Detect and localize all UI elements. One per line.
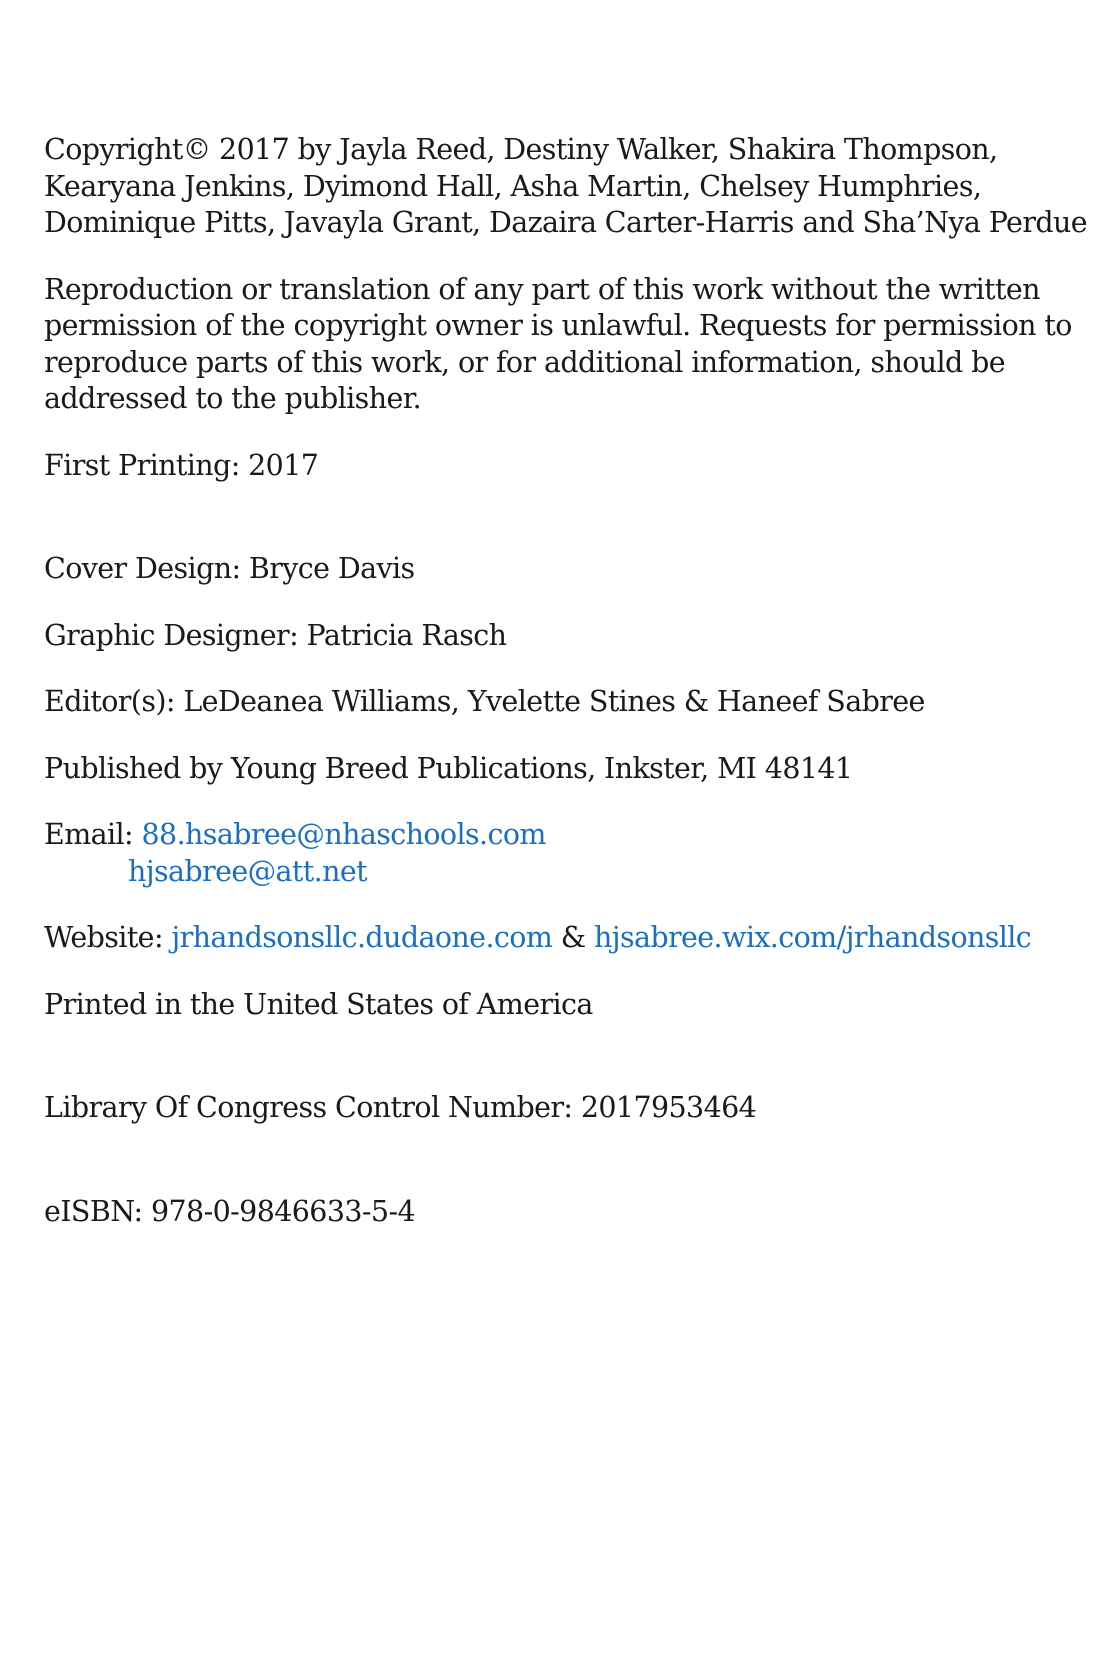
publisher: Published by Young Breed Publications, Inkster, MI 48141 [44,751,853,785]
email-line [44,817,1084,854]
copyright-line: Kearyana Jenkins, Dyimond Hall, Asha Martin, Chelsey Humphries, [44,169,982,203]
website-link-2[interactable]: hjsabree.wix.com/jrhandsonsllc [593,921,1032,954]
copyright-page [44,132,1088,1230]
notice-line: permission of the copyright owner is unlawful. Requests for permission to [44,309,1072,342]
copyright-line: Copyright© 2017 by Jayla Reed, Destiny Walker, Shakira Thompson, [44,133,998,166]
email-link-2[interactable]: hjsabree@att.net [128,854,367,888]
website-separator: & [552,921,594,954]
website-line [44,920,1084,957]
graphic-designer: Graphic Designer: Patricia Rasch [44,618,507,652]
rights-notice [44,272,1084,418]
editors: Editor(s): LeDeanea Williams, Yvelette Stines & Haneef Sabree [44,685,925,718]
website-link-1[interactable]: jrhandsonsllc.dudaone.com [171,921,553,954]
email-block [44,817,1084,890]
website-label: Website: [44,921,172,954]
notice-line: addressed to the publisher. [44,382,422,415]
email-indent [44,854,367,891]
eisbn: eISBN: 978-0-9846633-5-4 [44,1194,416,1228]
email-line [44,854,1084,891]
email-label: Email: [44,818,142,851]
printed-in: Printed in the United States of America [44,987,593,1021]
lccn: Library Of Congress Control Number: 2017953464 [44,1091,757,1124]
first-printing: First Printing: 2017 [44,448,319,482]
notice-line: reproduce parts of this work, or for additional information, should be [44,345,1006,379]
copyright-line: Dominique Pitts, Javayla Grant, Dazaira Carter-Harris and Sha’Nya Perdue [44,206,1088,239]
email-link-1[interactable]: 88.hsabree@nhaschools.com [141,818,546,851]
copyright-block [44,132,1088,242]
notice-line: Reproduction or translation of any part of this work without the written [44,272,1040,306]
cover-design: Cover Design: Bryce Davis [44,552,415,585]
